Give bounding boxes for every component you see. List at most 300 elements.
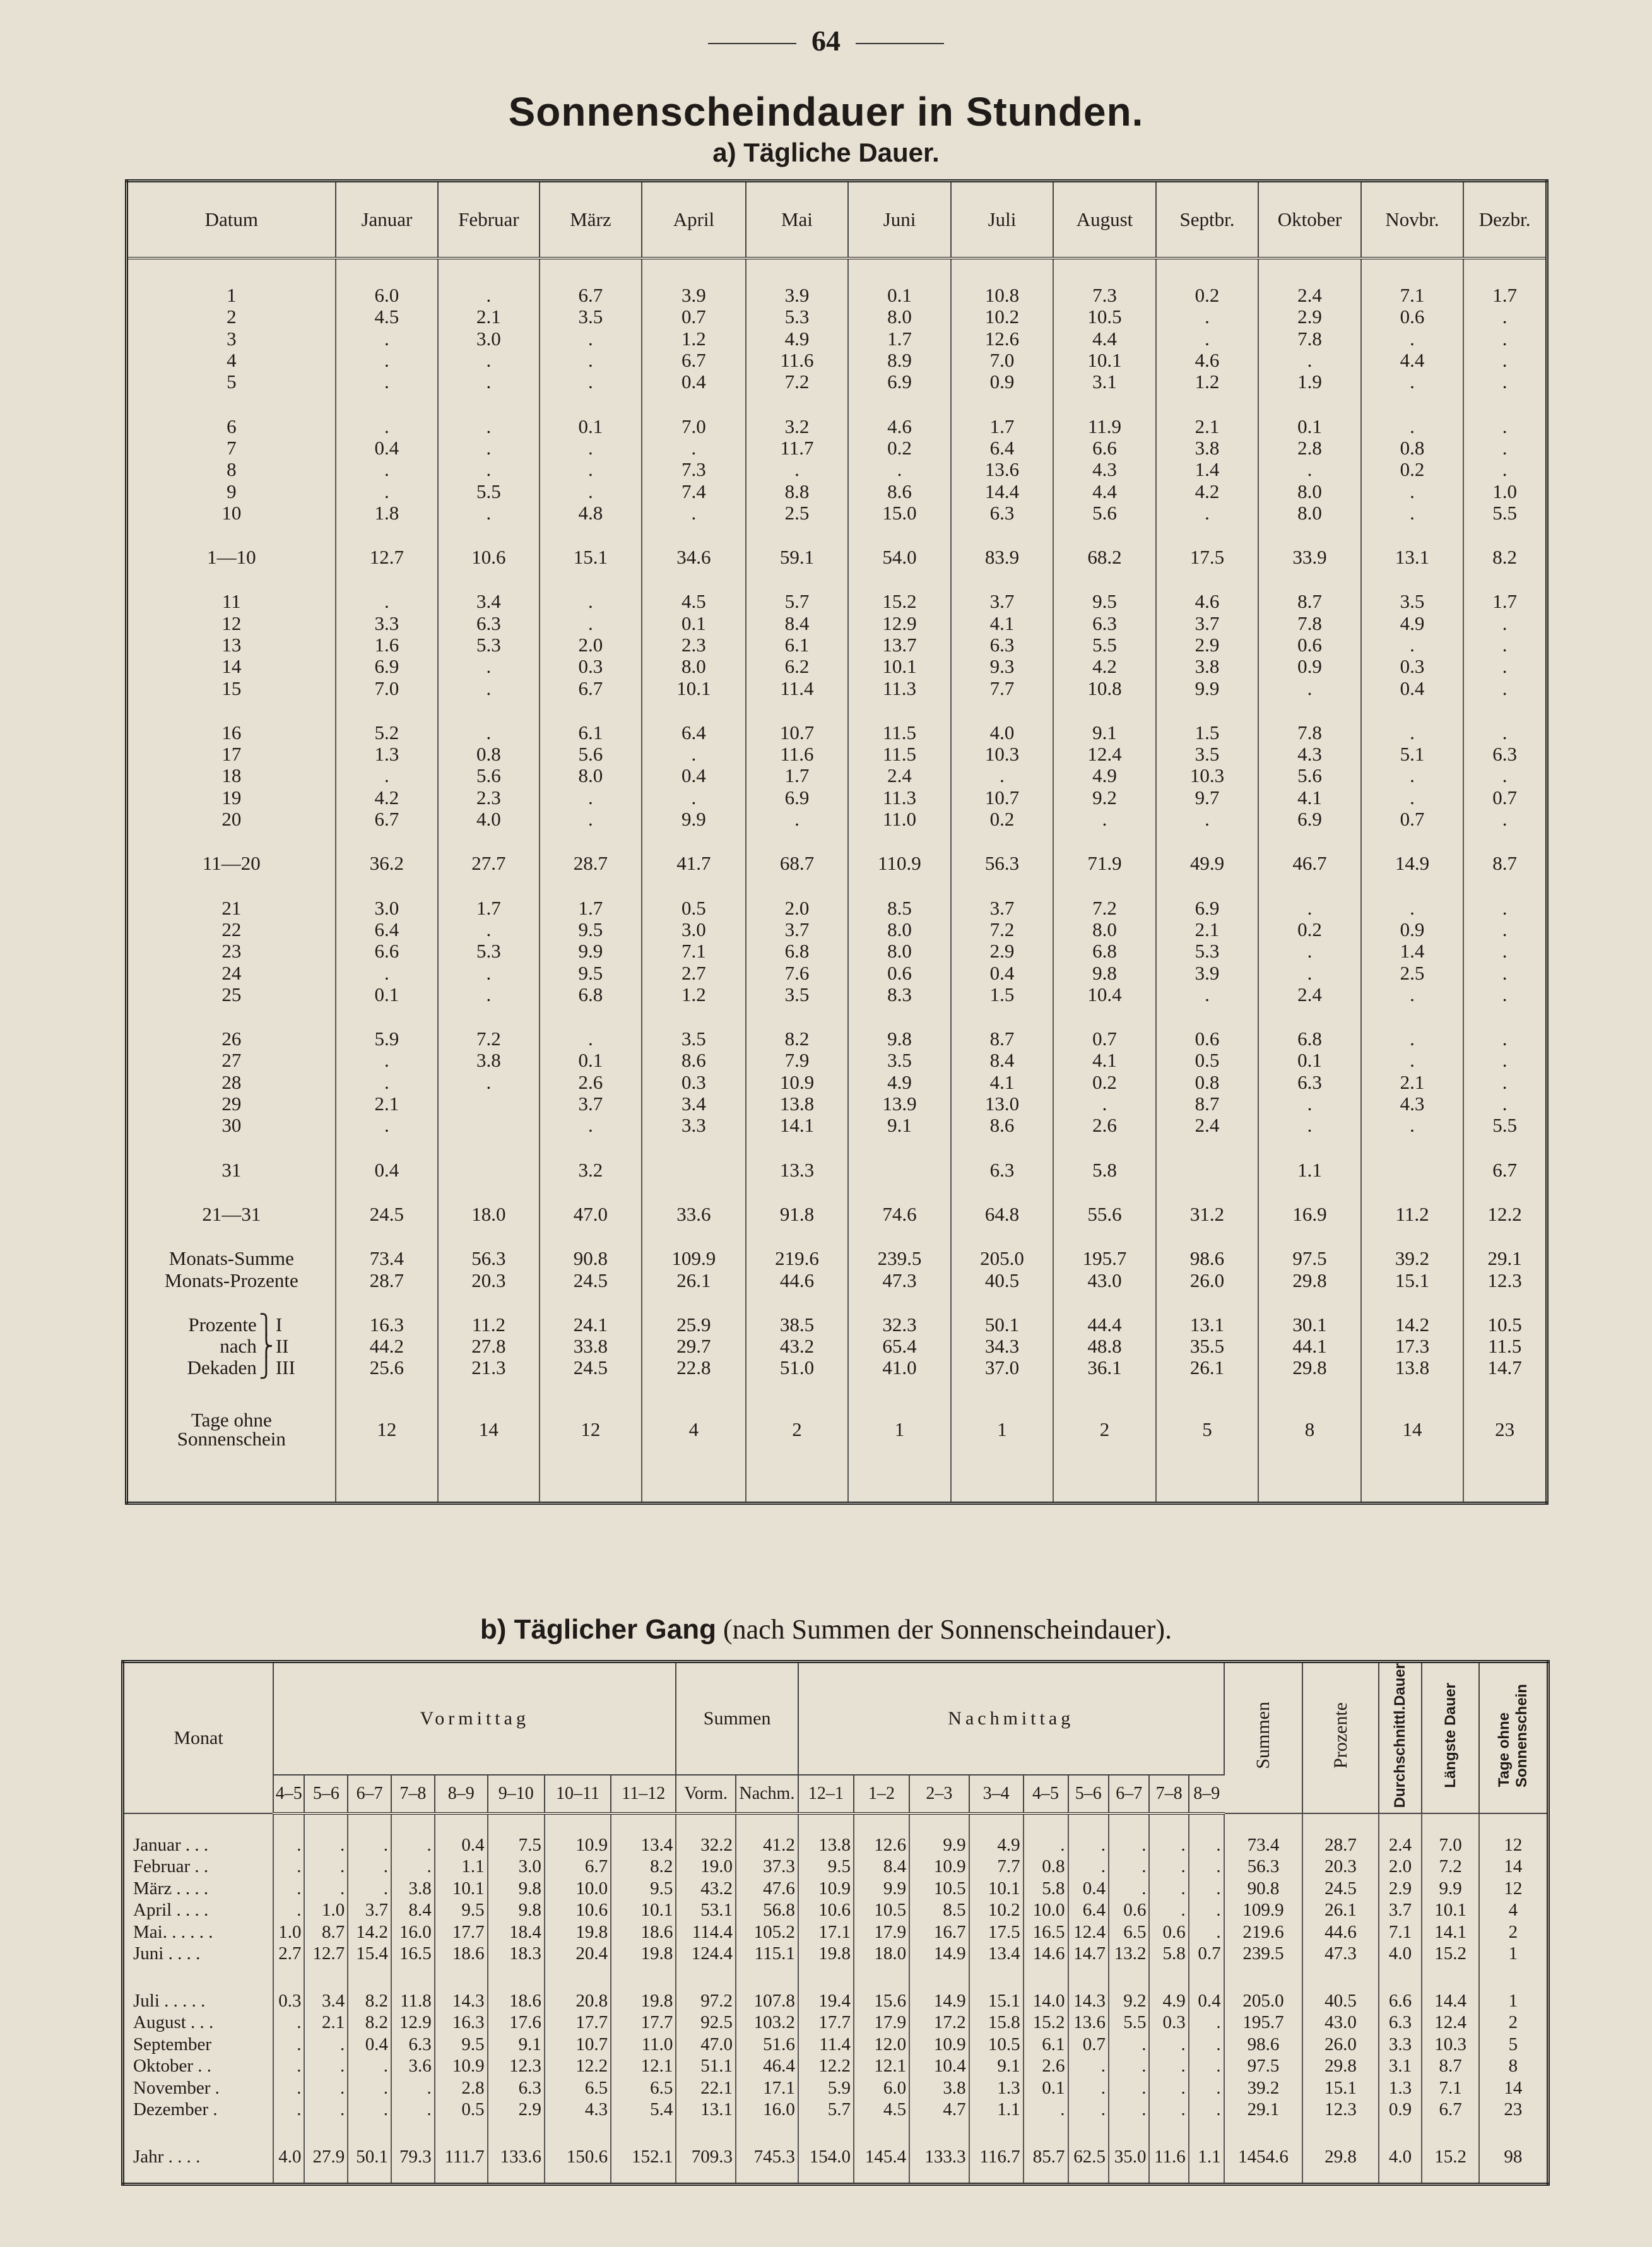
spacer-cell: [1361, 875, 1464, 898]
data-cell: 6.1: [540, 722, 642, 744]
data-cell: 14.3: [435, 1989, 488, 2012]
spacer-cell: [1463, 1181, 1547, 1204]
row-label: 4: [127, 350, 336, 371]
data-cell: 0.4: [1361, 677, 1464, 699]
spacer-cell: [1479, 1813, 1549, 1834]
spacer-cell: [1258, 1291, 1361, 1314]
data-cell: .: [1258, 677, 1361, 699]
data-cell: 68.7: [746, 853, 849, 874]
spacer-cell: [1156, 1457, 1259, 1503]
data-cell: 10.5: [1053, 306, 1156, 328]
data-cell: 43.0: [1302, 2012, 1378, 2034]
dekade-label: Dekaden: [187, 1356, 257, 1379]
data-cell: 44.6: [746, 1269, 849, 1291]
spacer-cell: [951, 1181, 1054, 1204]
data-cell: 1.5: [951, 984, 1054, 1005]
row-label: 21: [127, 898, 336, 919]
data-cell: 5.3: [438, 634, 539, 656]
month-label: September: [123, 2033, 274, 2055]
head-laengste-dauer: [1422, 1662, 1478, 1814]
spacer-row: [127, 393, 1547, 415]
spacer-cell: [951, 1379, 1054, 1402]
data-cell: 8.2: [1492, 546, 1518, 569]
data-cell: 0.6: [1361, 306, 1464, 328]
data-cell: .: [336, 1050, 439, 1071]
subhead-vorm-hour: 7–8: [391, 1775, 435, 1813]
spacer-cell: [1156, 1137, 1259, 1159]
spacer-cell: [127, 1005, 336, 1028]
spacer-cell: [951, 875, 1054, 898]
data-cell: 6.2: [746, 656, 849, 677]
spacer-cell: [123, 1813, 274, 1834]
spacer-cell: [540, 1005, 642, 1028]
data-cell: 7.3: [642, 459, 746, 480]
data-cell: .: [1149, 1834, 1188, 1856]
data-cell: 10.9: [798, 1877, 854, 1899]
data-cell: 1.7: [848, 328, 951, 350]
data-cell: 20.4: [545, 1943, 611, 1965]
spacer-cell: [304, 1964, 348, 1989]
data-cell: [1361, 1159, 1464, 1181]
data-cell: 0.1: [1024, 2077, 1068, 2099]
spacer-cell: [336, 1181, 439, 1204]
spacer-cell: [1258, 1225, 1361, 1248]
spacer-cell: [127, 1181, 336, 1204]
subhead-nachm-hour: 2–3: [909, 1775, 969, 1813]
data-cell: 6.5: [1109, 1921, 1149, 1943]
spacer-cell: [540, 1291, 642, 1314]
data-cell: .: [438, 984, 539, 1005]
data-cell: .: [304, 1856, 348, 1878]
data-cell: 91.8: [746, 1204, 849, 1225]
spacer-cell: [1258, 1181, 1361, 1204]
data-cell: 46.7: [1258, 853, 1361, 874]
data-cell: 3.2: [746, 415, 849, 437]
spacer-cell: [848, 1379, 951, 1402]
spacer-cell: [1156, 1005, 1259, 1028]
spacer-cell: [746, 1291, 849, 1314]
spacer-cell: [848, 258, 951, 285]
spacer-cell: [438, 1181, 539, 1204]
data-cell: 35.5: [1156, 1336, 1259, 1357]
column-header: Novbr.: [1361, 181, 1464, 259]
data-cell: .: [1258, 1115, 1361, 1136]
data-cell: 15.8: [969, 2012, 1024, 2034]
data-cell: .: [336, 765, 439, 786]
data-cell: 3.0: [642, 919, 746, 940]
row-label: 23: [127, 940, 336, 962]
data-cell: 12: [1504, 1834, 1523, 1855]
spacer-cell: [540, 1181, 642, 1204]
data-cell: 51.0: [746, 1357, 849, 1378]
spacer-cell: [951, 1137, 1054, 1159]
spacer-cell: [435, 1964, 488, 1989]
data-cell: 12.2: [545, 2055, 611, 2077]
data-cell: 98: [1504, 2146, 1523, 2167]
data-cell: 7.0: [951, 350, 1054, 371]
section-a-title: a) Tägliche Dauer.: [712, 138, 940, 167]
data-cell: 4.2: [1053, 656, 1156, 677]
data-cell: 6.4: [951, 437, 1054, 459]
data-cell: 12.4: [1053, 744, 1156, 765]
spacer-cell: [123, 2167, 274, 2185]
data-cell: 8.6: [848, 480, 951, 502]
month-label: Januar . . .: [123, 1834, 274, 1856]
data-cell: .: [1149, 2055, 1188, 2077]
spacer-cell: [1463, 568, 1547, 591]
data-cell: 7.7: [951, 677, 1054, 699]
data-cell: 3.7: [951, 591, 1054, 612]
data-cell: 2.4: [1156, 1115, 1259, 1136]
spacer-cell: [848, 393, 951, 415]
data-cell: 4.3: [1053, 459, 1156, 480]
spacer-cell: [1463, 1291, 1547, 1314]
data-cell: 0.2: [848, 437, 951, 459]
data-cell: 10.9: [435, 2055, 488, 2077]
data-cell: 22.8: [642, 1357, 746, 1378]
data-cell: 10.3: [951, 744, 1054, 765]
spacer-cell: [1463, 875, 1547, 898]
data-cell: 4.4: [1053, 328, 1156, 350]
spacer-cell: [1024, 2120, 1068, 2145]
data-cell: .: [540, 1115, 642, 1136]
table-row: [127, 1115, 1547, 1136]
data-cell: 79.3: [391, 2145, 435, 2167]
data-cell: 15.2: [1422, 2145, 1478, 2167]
spacer-cell: [127, 1291, 336, 1314]
data-cell: 8.6: [642, 1050, 746, 1071]
spacer-cell: [1258, 875, 1361, 898]
data-cell: 0.4: [348, 2033, 391, 2055]
data-cell: 26.1: [1156, 1357, 1259, 1378]
data-cell: 11.9: [1053, 415, 1156, 437]
spacer-cell: [304, 2167, 348, 2185]
data-cell: 12.7: [336, 547, 439, 568]
head-vormittag: [273, 1662, 676, 1776]
table-row: [123, 1899, 1549, 1921]
table-row: [123, 2099, 1549, 2121]
row-label: [127, 1357, 336, 1378]
spacer-cell: [488, 1964, 545, 1989]
data-cell: 36.2: [336, 853, 439, 874]
data-cell: 47.0: [540, 1204, 642, 1225]
data-cell: 4.2: [336, 787, 439, 809]
data-cell: 6.9: [848, 371, 951, 393]
data-cell: 10.4: [1053, 984, 1156, 1005]
spacer-cell: [438, 1005, 539, 1028]
data-cell: 0.4: [1189, 1989, 1224, 2012]
data-cell: .: [1189, 2012, 1224, 2034]
table-row: [127, 591, 1547, 612]
data-cell: 12.3: [1487, 1269, 1522, 1291]
data-cell: 11.7: [746, 437, 849, 459]
table-row: [127, 744, 1547, 765]
spacer-cell: [1156, 1181, 1259, 1204]
head-durchschnittl-dauer-text: Durchschnittl.Dauer: [1391, 1663, 1409, 1808]
head-laengste-dauer-text: Längste Dauer: [1441, 1683, 1459, 1789]
spacer-cell: [798, 2120, 854, 2145]
data-cell: .: [273, 2033, 304, 2055]
data-cell: 12.4: [1068, 1921, 1109, 1943]
column-header: Septbr.: [1156, 181, 1259, 259]
data-cell: .: [336, 962, 439, 983]
data-cell: 8: [1508, 2056, 1518, 2077]
data-cell: .: [1361, 984, 1464, 1005]
spacer-cell: [1258, 830, 1361, 853]
data-cell: 12: [540, 1402, 642, 1457]
spacer-cell: [304, 2120, 348, 2145]
data-cell: .: [1109, 1877, 1149, 1899]
subhead-vorm-hour: 11–12: [611, 1775, 676, 1813]
table-b-header: [123, 1662, 1549, 1814]
row-label: 17: [127, 744, 336, 765]
data-cell: 68.2: [1053, 547, 1156, 568]
data-cell: 11.4: [746, 677, 849, 699]
data-cell: .: [304, 1834, 348, 1856]
dekade-roman: I: [275, 1313, 283, 1336]
data-cell: 5.3: [438, 940, 539, 962]
data-cell: 18.6: [435, 1943, 488, 1965]
spacer-cell: [1422, 2167, 1478, 2185]
spacer-cell: [746, 568, 849, 591]
data-cell: 0.9: [1258, 656, 1361, 677]
data-cell: 4.8: [540, 502, 642, 524]
data-cell: 44.2: [336, 1336, 439, 1357]
column-header: Juli: [951, 181, 1054, 259]
spacer-cell: [1224, 1813, 1303, 1834]
subhead-vorm-hour: 10–11: [545, 1775, 611, 1813]
page-number-text: 64: [811, 25, 841, 57]
subhead-nachm-hour: 3–4: [969, 1775, 1024, 1813]
data-cell: 65.4: [848, 1336, 951, 1357]
spacer-cell: [540, 1137, 642, 1159]
data-cell: 14.7: [1068, 1943, 1109, 1965]
data-cell: 8.5: [909, 1899, 969, 1921]
data-cell: 2.5: [1361, 962, 1464, 983]
subhead-nachm-hour: 12–1: [798, 1775, 854, 1813]
data-cell: 13.1: [1156, 1314, 1259, 1336]
row-label: 6: [127, 415, 336, 437]
data-cell: 8.4: [951, 1050, 1054, 1071]
spacer-cell: [438, 1225, 539, 1248]
data-cell: 0.1: [1258, 1050, 1361, 1071]
data-cell: 9.5: [611, 1877, 676, 1899]
data-cell: 44.4: [1053, 1314, 1156, 1336]
table-row-dekade: [127, 1336, 1547, 1357]
data-cell: 41.7: [642, 853, 746, 874]
table-row: [127, 962, 1547, 983]
spacer-row: [127, 875, 1547, 898]
spacer-row: [127, 524, 1547, 547]
data-cell: 2.5: [746, 502, 849, 524]
data-cell: 13.6: [951, 459, 1054, 480]
data-cell: 10.5: [909, 1877, 969, 1899]
data-cell: 8.3: [848, 984, 951, 1005]
spacer-cell: [909, 1813, 969, 1834]
data-cell: 11.6: [746, 744, 849, 765]
data-cell: 4.5: [642, 591, 746, 612]
data-cell: .: [1189, 1834, 1224, 1856]
table-b-body: [123, 1813, 1549, 2184]
data-cell: 7.2: [438, 1028, 539, 1050]
data-cell: 0.6: [1258, 634, 1361, 656]
data-cell: 33.6: [642, 1204, 746, 1225]
spacer-cell: [1479, 2167, 1549, 2185]
table-row: [127, 415, 1547, 437]
data-cell: .: [1156, 328, 1259, 350]
month-label: Februar . .: [123, 1856, 274, 1878]
data-cell: 35.0: [1109, 2145, 1149, 2167]
data-cell: 6.7: [1422, 2099, 1478, 2121]
data-cell: 8.7: [1258, 591, 1361, 612]
data-cell: .: [848, 459, 951, 480]
spacer-cell: [676, 2120, 736, 2145]
data-cell: 2.8: [1258, 437, 1361, 459]
spacer-cell: [951, 699, 1054, 722]
data-cell: 9.8: [488, 1877, 545, 1899]
data-cell: 29.7: [642, 1336, 746, 1357]
data-cell: 40.5: [951, 1269, 1054, 1291]
data-cell: 12.3: [488, 2055, 545, 2077]
spacer-cell: [304, 1813, 348, 1834]
data-cell: 10.1: [1053, 350, 1156, 371]
data-cell: .: [273, 2099, 304, 2121]
data-cell: 7.1: [1422, 2077, 1478, 2099]
spacer-cell: [1189, 2167, 1224, 2185]
spacer-cell: [336, 568, 439, 591]
head-prozente-text: Prozente: [1330, 1702, 1351, 1769]
data-cell: 12: [336, 1402, 439, 1457]
data-cell: 0.7: [1361, 809, 1464, 830]
data-cell: 15.1: [1302, 2077, 1378, 2099]
table-row: [127, 898, 1547, 919]
row-label: 16: [127, 722, 336, 744]
table-a-header: [127, 181, 1547, 259]
data-cell: 20.8: [545, 1989, 611, 2012]
section-b-title: [0, 1613, 1652, 1645]
data-cell: [438, 1115, 539, 1136]
data-cell: .: [391, 2077, 435, 2099]
data-cell: .: [438, 371, 539, 393]
data-cell: 7.2: [1053, 898, 1156, 919]
data-cell: 8.7: [304, 1921, 348, 1943]
spacer-cell: [1053, 258, 1156, 285]
spacer-cell: [438, 1457, 539, 1503]
table-row: [123, 1943, 1549, 1965]
data-cell: 41.2: [736, 1834, 798, 1856]
data-cell: .: [1024, 2099, 1068, 2121]
spacer-row: [127, 1457, 1547, 1503]
row-label: 11: [127, 591, 336, 612]
data-cell: 18.0: [438, 1204, 539, 1225]
data-cell: 3.8: [909, 2077, 969, 2099]
spacer-cell: [127, 1225, 336, 1248]
data-cell: 10.0: [1024, 1899, 1068, 1921]
dekade-brace: ⎬: [259, 1335, 274, 1358]
data-cell: 4.5: [854, 2099, 909, 2121]
spacer-cell: [611, 2167, 676, 2185]
spacer-cell: [642, 699, 746, 722]
spacer-row: [127, 830, 1547, 853]
data-cell: 7.2: [746, 371, 849, 393]
table-row: [127, 853, 1547, 874]
data-cell: .: [1109, 2099, 1149, 2121]
data-cell: 5.1: [1361, 744, 1464, 765]
spacer-cell: [348, 1813, 391, 1834]
data-cell: 41.0: [848, 1357, 951, 1378]
data-cell: 0.9: [1379, 2099, 1422, 2121]
table-row: [127, 1050, 1547, 1071]
data-cell: .: [1189, 2077, 1224, 2099]
data-cell: 11.0: [848, 809, 951, 830]
data-cell: 2: [1053, 1402, 1156, 1457]
data-cell: 9.7: [1156, 787, 1259, 809]
section-b-title-bold: b) Täglicher Gang: [480, 1614, 716, 1645]
spacer-cell: [1258, 1457, 1361, 1503]
data-cell: 53.1: [676, 1899, 736, 1921]
spacer-row: [127, 1181, 1547, 1204]
data-cell: 9.9: [854, 1877, 909, 1899]
data-cell: 59.1: [746, 547, 849, 568]
data-cell: 74.6: [848, 1204, 951, 1225]
data-cell: .: [1502, 677, 1507, 699]
data-cell: .: [304, 2099, 348, 2121]
data-cell: .: [273, 2055, 304, 2077]
spacer-cell: [348, 2120, 391, 2145]
data-cell: .: [438, 1072, 539, 1093]
row-label: 9: [127, 480, 336, 502]
data-cell: 97.5: [1258, 1248, 1361, 1269]
data-cell: 11.6: [1149, 2145, 1188, 2167]
data-cell: 11.4: [798, 2033, 854, 2055]
data-cell: .: [642, 502, 746, 524]
spacer-cell: [951, 1225, 1054, 1248]
data-cell: 1.3: [1379, 2077, 1422, 2099]
subhead-summen: Vorm.: [676, 1775, 736, 1813]
data-cell: 17.9: [854, 1921, 909, 1943]
data-cell: 2.9: [488, 2099, 545, 2121]
data-cell: 5: [1156, 1402, 1259, 1457]
spacer-row: [123, 2120, 1549, 2145]
data-cell: 9.3: [951, 656, 1054, 677]
data-cell: 32.3: [848, 1314, 951, 1336]
data-cell: 15.1: [969, 1989, 1024, 2012]
spacer-row: [123, 1813, 1549, 1834]
data-cell: 12: [1504, 1878, 1523, 1899]
spacer-cell: [1156, 1379, 1259, 1402]
data-cell: 4.9: [969, 1834, 1024, 1856]
row-label: 8: [127, 459, 336, 480]
spacer-cell: [1258, 1137, 1361, 1159]
spacer-cell: [642, 258, 746, 285]
data-cell: .: [540, 1028, 642, 1050]
spacer-cell: [336, 1137, 439, 1159]
data-cell: 9.1: [969, 2055, 1024, 2077]
data-cell: 4.9: [1361, 613, 1464, 634]
table-row: [127, 809, 1547, 830]
data-cell: 3.3: [1379, 2033, 1422, 2055]
spacer-cell: [746, 1137, 849, 1159]
data-cell: 14.2: [348, 1921, 391, 1943]
row-label: 3: [127, 328, 336, 350]
data-cell: .: [1502, 1028, 1507, 1050]
data-cell: 12.1: [854, 2055, 909, 2077]
data-cell: 0.2: [1258, 919, 1361, 940]
data-cell: 1.2: [642, 328, 746, 350]
data-cell: 150.6: [545, 2145, 611, 2167]
data-cell: 2.0: [746, 898, 849, 919]
data-cell: 73.4: [336, 1248, 439, 1269]
